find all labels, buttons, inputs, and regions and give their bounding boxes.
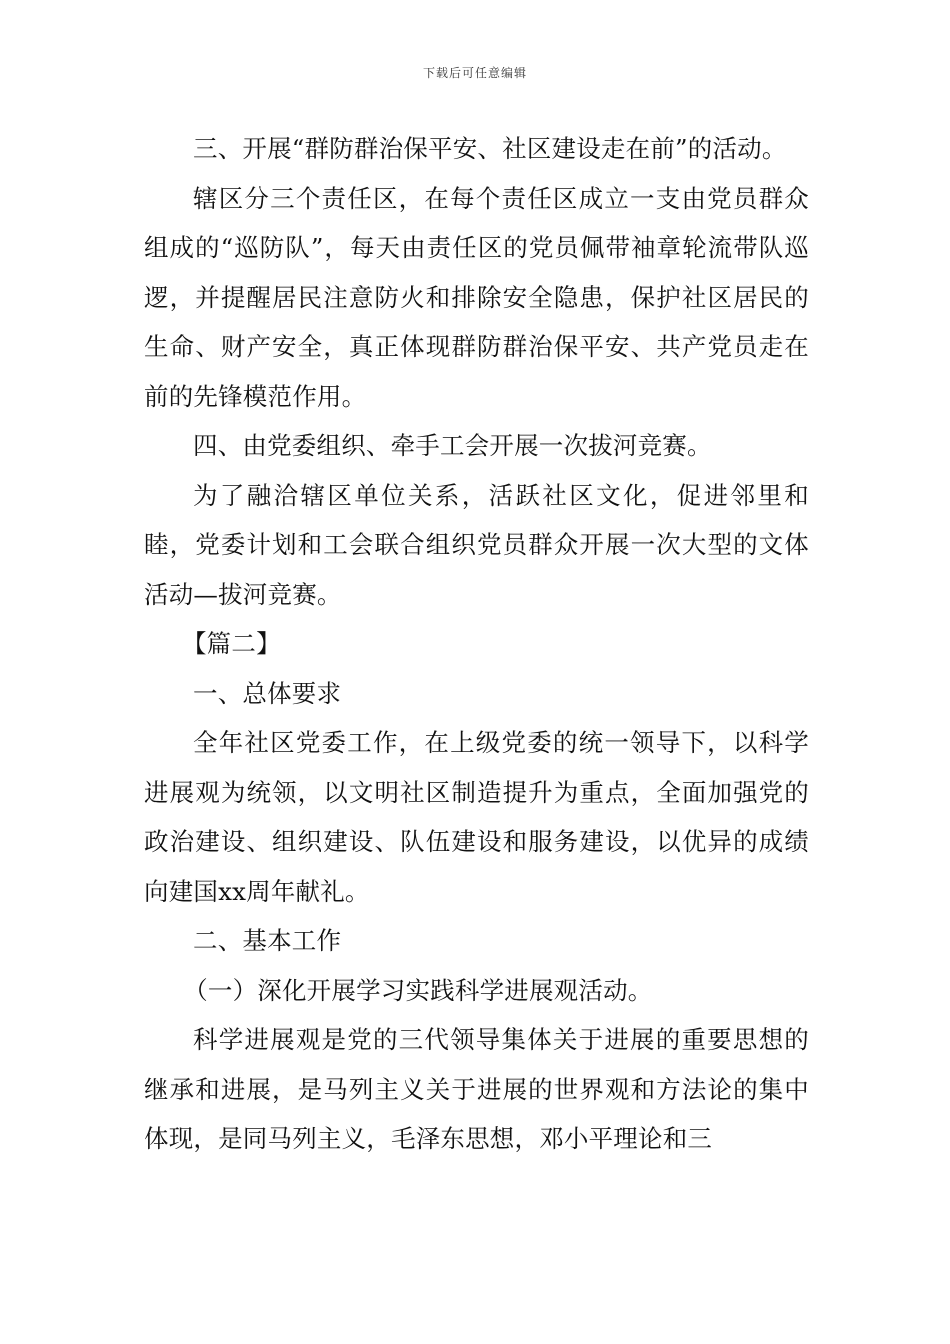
body-paragraph: 全年社区党委工作，在上级党委的统一领导下，以科学进展观为统领，以文明社区制造提升为重点，全面加强党的政治建设、组织建设、队伍建设和服务建设，以优异的成绩向建国xx周年献礼。 [144, 728, 809, 906]
body-paragraph: 辖区分三个责任区，在每个责任区成立一支由党员群众组成的“巡防队”，每天由责任区的党员佩带袖章轮流带队巡逻，并提醒居民注意防火和排除安全隐患，保护社区居民的生命、财产安全，真正体现群防群治保平安、共产党员走在前的先锋模范作用。 [144, 183, 809, 411]
page-header: 下载后可任意编辑 [422, 66, 527, 80]
chapter-mark: 【篇二】 [181, 629, 281, 658]
section-heading-4: 四、由党委组织、牵手工会开展一次拔河竞赛。 [193, 431, 712, 460]
body-paragraph: 为了融洽辖区单位关系，活跃社区文化，促进邻里和睦，党委计划和工会联合组织党员群众开展一次大型的文体活动—拔河竞赛。 [144, 480, 809, 609]
subsection-heading: （一）深化开展学习实践科学进展观活动。 [183, 975, 653, 1005]
section-heading-2: 二、基本工作 [193, 926, 342, 955]
document-body [144, 124, 809, 1164]
body-paragraph: 科学进展观是党的三代领导集体关于进展的重要思想的继承和进展，是马列主义关于进展的世界观和方法论的集中体现，是同马列主义，毛泽东思想，邓小平理论和三 [144, 1025, 809, 1153]
section-heading-1: 一、总体要求 [193, 678, 342, 708]
section-heading-3: 三、开展“群防群治保平安、社区建设走在前”的活动。 [193, 134, 787, 163]
